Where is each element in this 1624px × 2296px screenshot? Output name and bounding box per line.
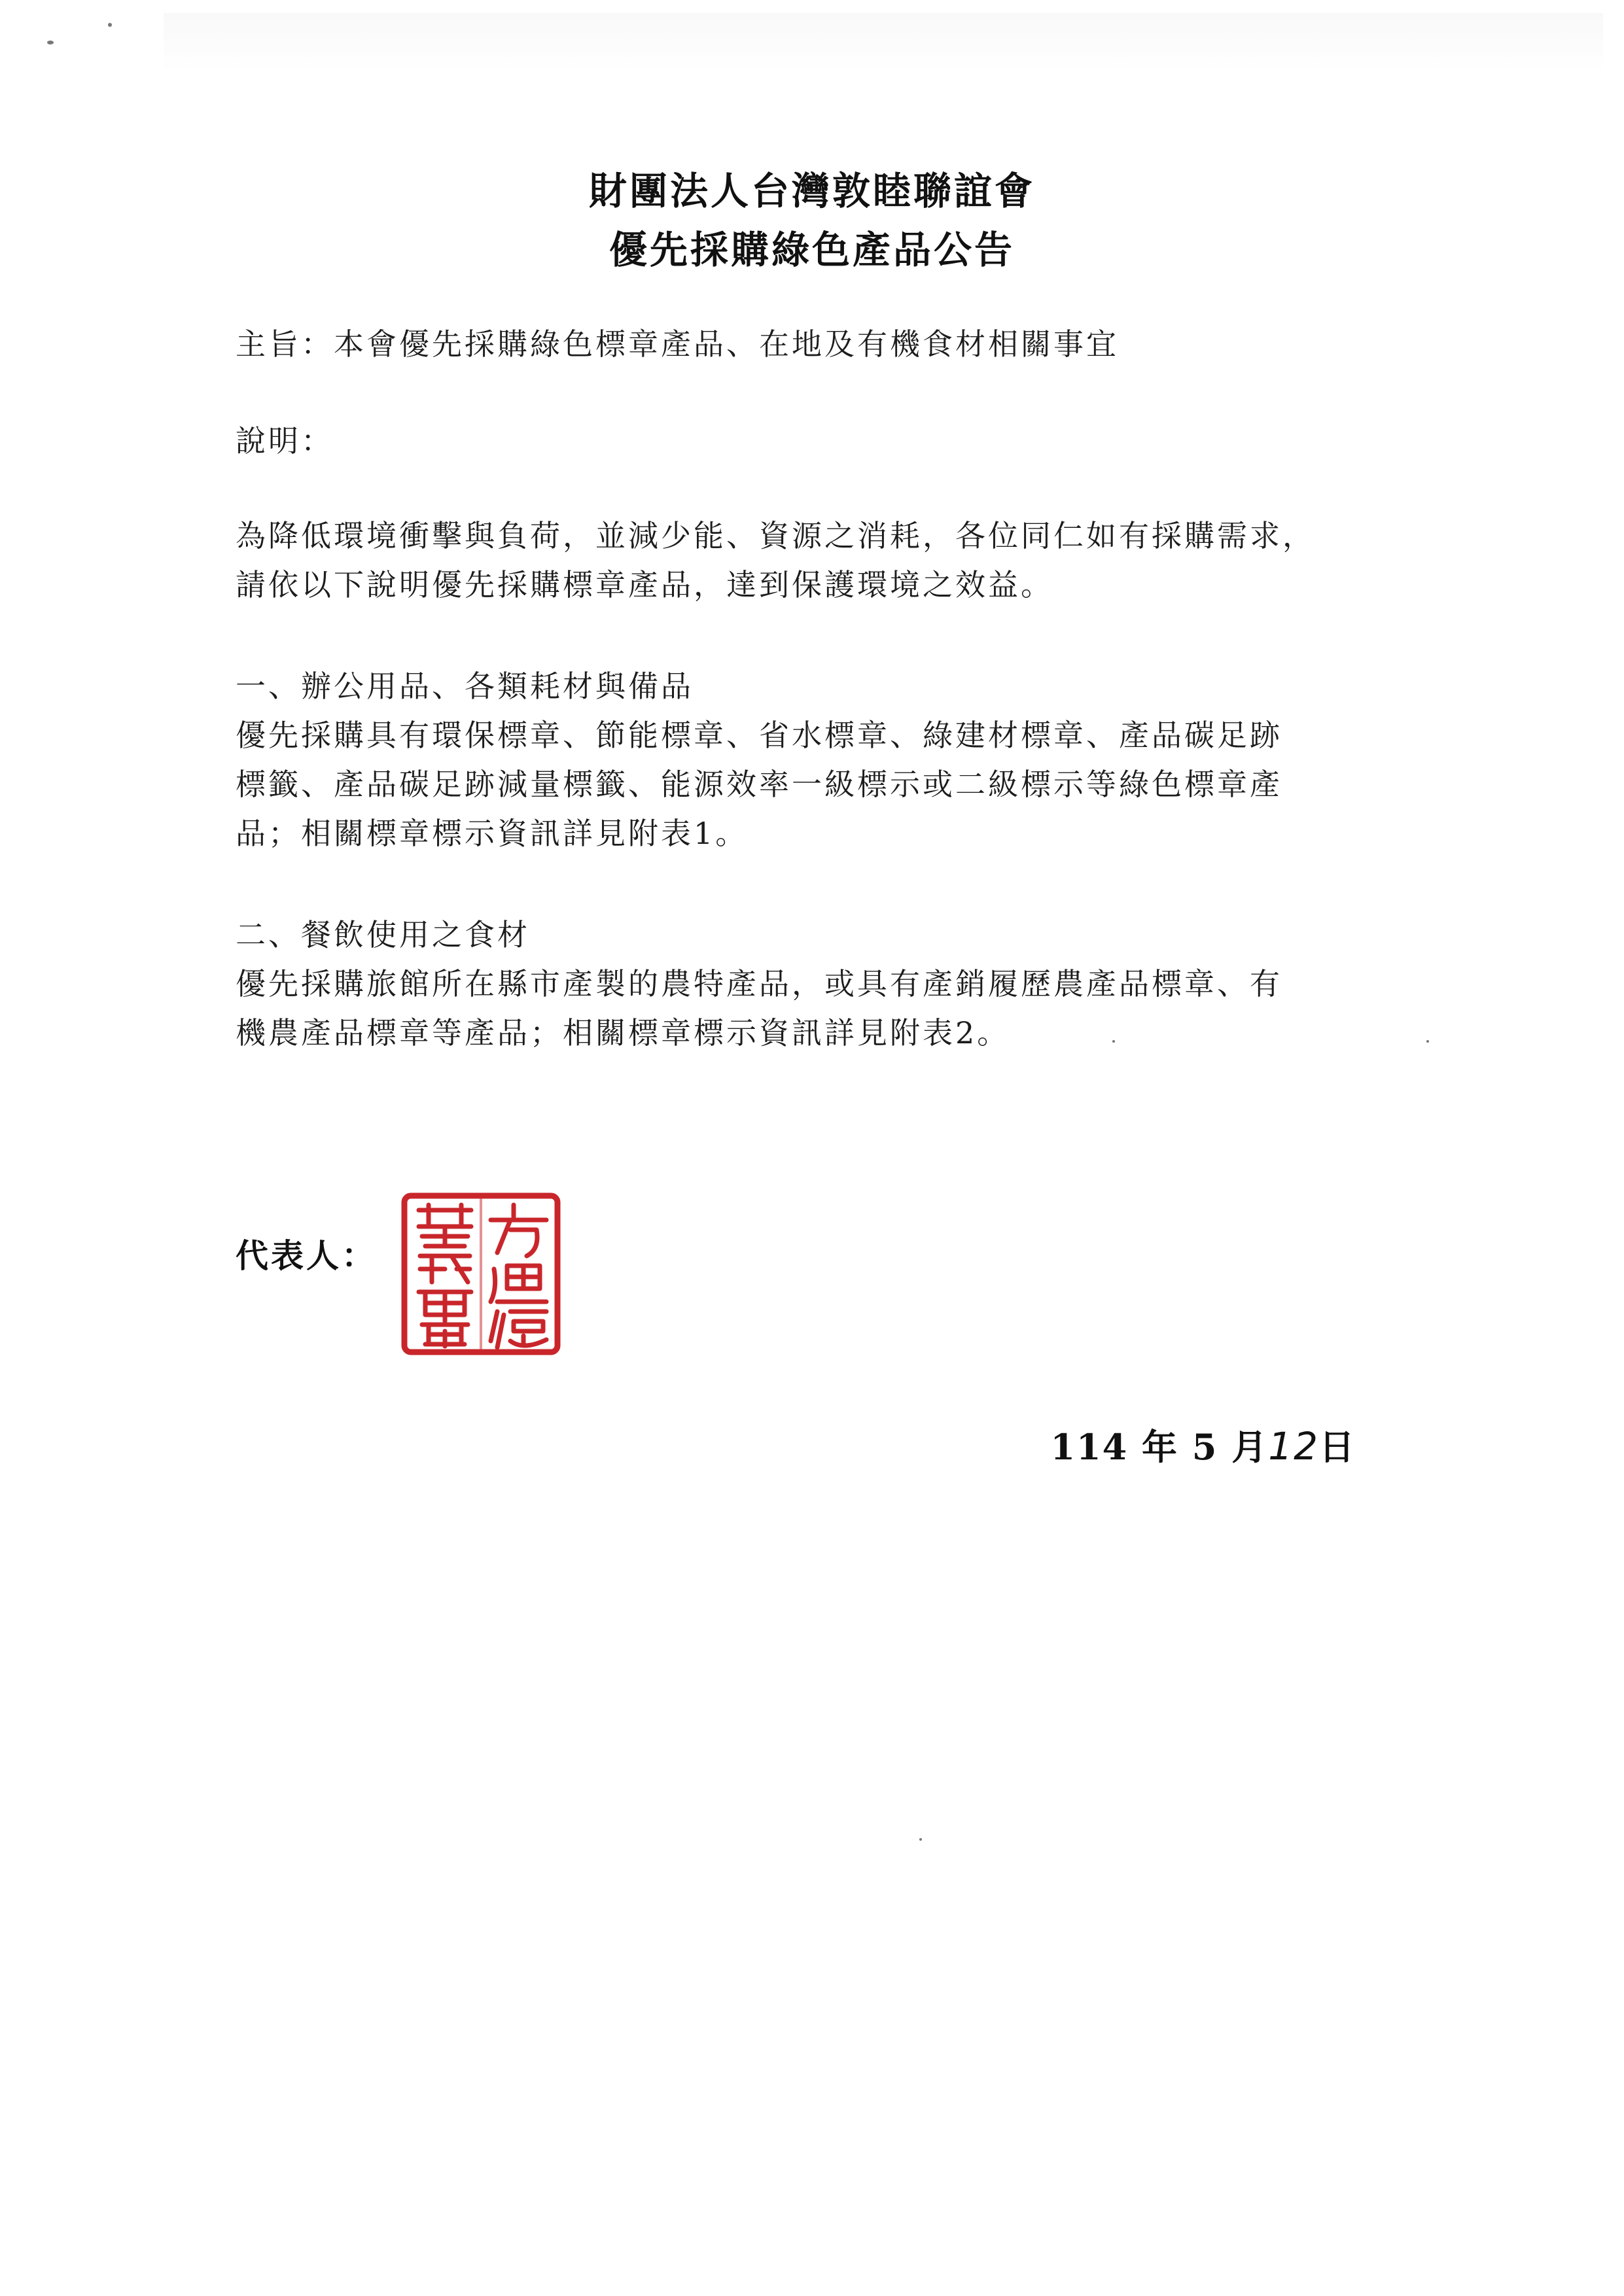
section2-line: 機農產品標章等產品；相關標章標示資訊詳見附表2。 — [236, 1015, 1010, 1051]
date-day-unit: 日 — [1319, 1426, 1356, 1468]
scan-speck — [919, 1838, 922, 1841]
issue-date — [1050, 1419, 1356, 1470]
section1-line: 品；相關標章標示資訊詳見附表1。 — [236, 816, 749, 851]
seal-stamp — [399, 1191, 563, 1357]
date-month-unit: 月 — [1231, 1426, 1269, 1468]
section2-line: 優先採購旅館所在縣市產製的農特產品，或具有產銷履歷農產品標章、有 — [236, 966, 1282, 1001]
scan-speck — [1112, 1040, 1115, 1043]
scan-artifact — [164, 13, 1603, 72]
section1-line: 標籤、產品碳足跡減量標籤、能源效率一級標示或二級標示等綠色標章產 — [236, 767, 1282, 802]
section2-heading: 二、餐飲使用之食材 — [236, 917, 530, 952]
scan-speck — [108, 23, 112, 27]
date-year: 114 — [1050, 1426, 1129, 1468]
date-day-handwritten: 12 — [1268, 1424, 1319, 1469]
org-name: 財團法人台灣敦睦聯誼會 — [588, 169, 1035, 213]
subject-line: 主旨：本會優先採購綠色標章產品、在地及有機食材相關事宜 — [236, 326, 1119, 362]
intro-line: 請依以下說明優先採購標章產品，達到保護環境之效益。 — [236, 567, 1053, 602]
doc-title: 優先採購綠色產品公告 — [609, 228, 1015, 272]
section1-line: 優先採購具有環保標章、節能標章、省水標章、綠建材標章、產品碳足跡 — [236, 718, 1282, 753]
section1-heading: 一、辦公用品、各類耗材與備品 — [236, 669, 694, 704]
scan-speck — [47, 41, 54, 44]
representative-label: 代表人： — [236, 1237, 377, 1275]
date-year-unit: 年 — [1141, 1426, 1178, 1468]
intro-line: 為降低環境衝擊與負荷，並減少能、資源之消耗，各位同仁如有採購需求， — [236, 518, 1315, 553]
scan-speck — [1426, 1040, 1429, 1043]
explanation-label: 說明： — [236, 423, 334, 459]
date-month: 5 — [1192, 1426, 1218, 1468]
